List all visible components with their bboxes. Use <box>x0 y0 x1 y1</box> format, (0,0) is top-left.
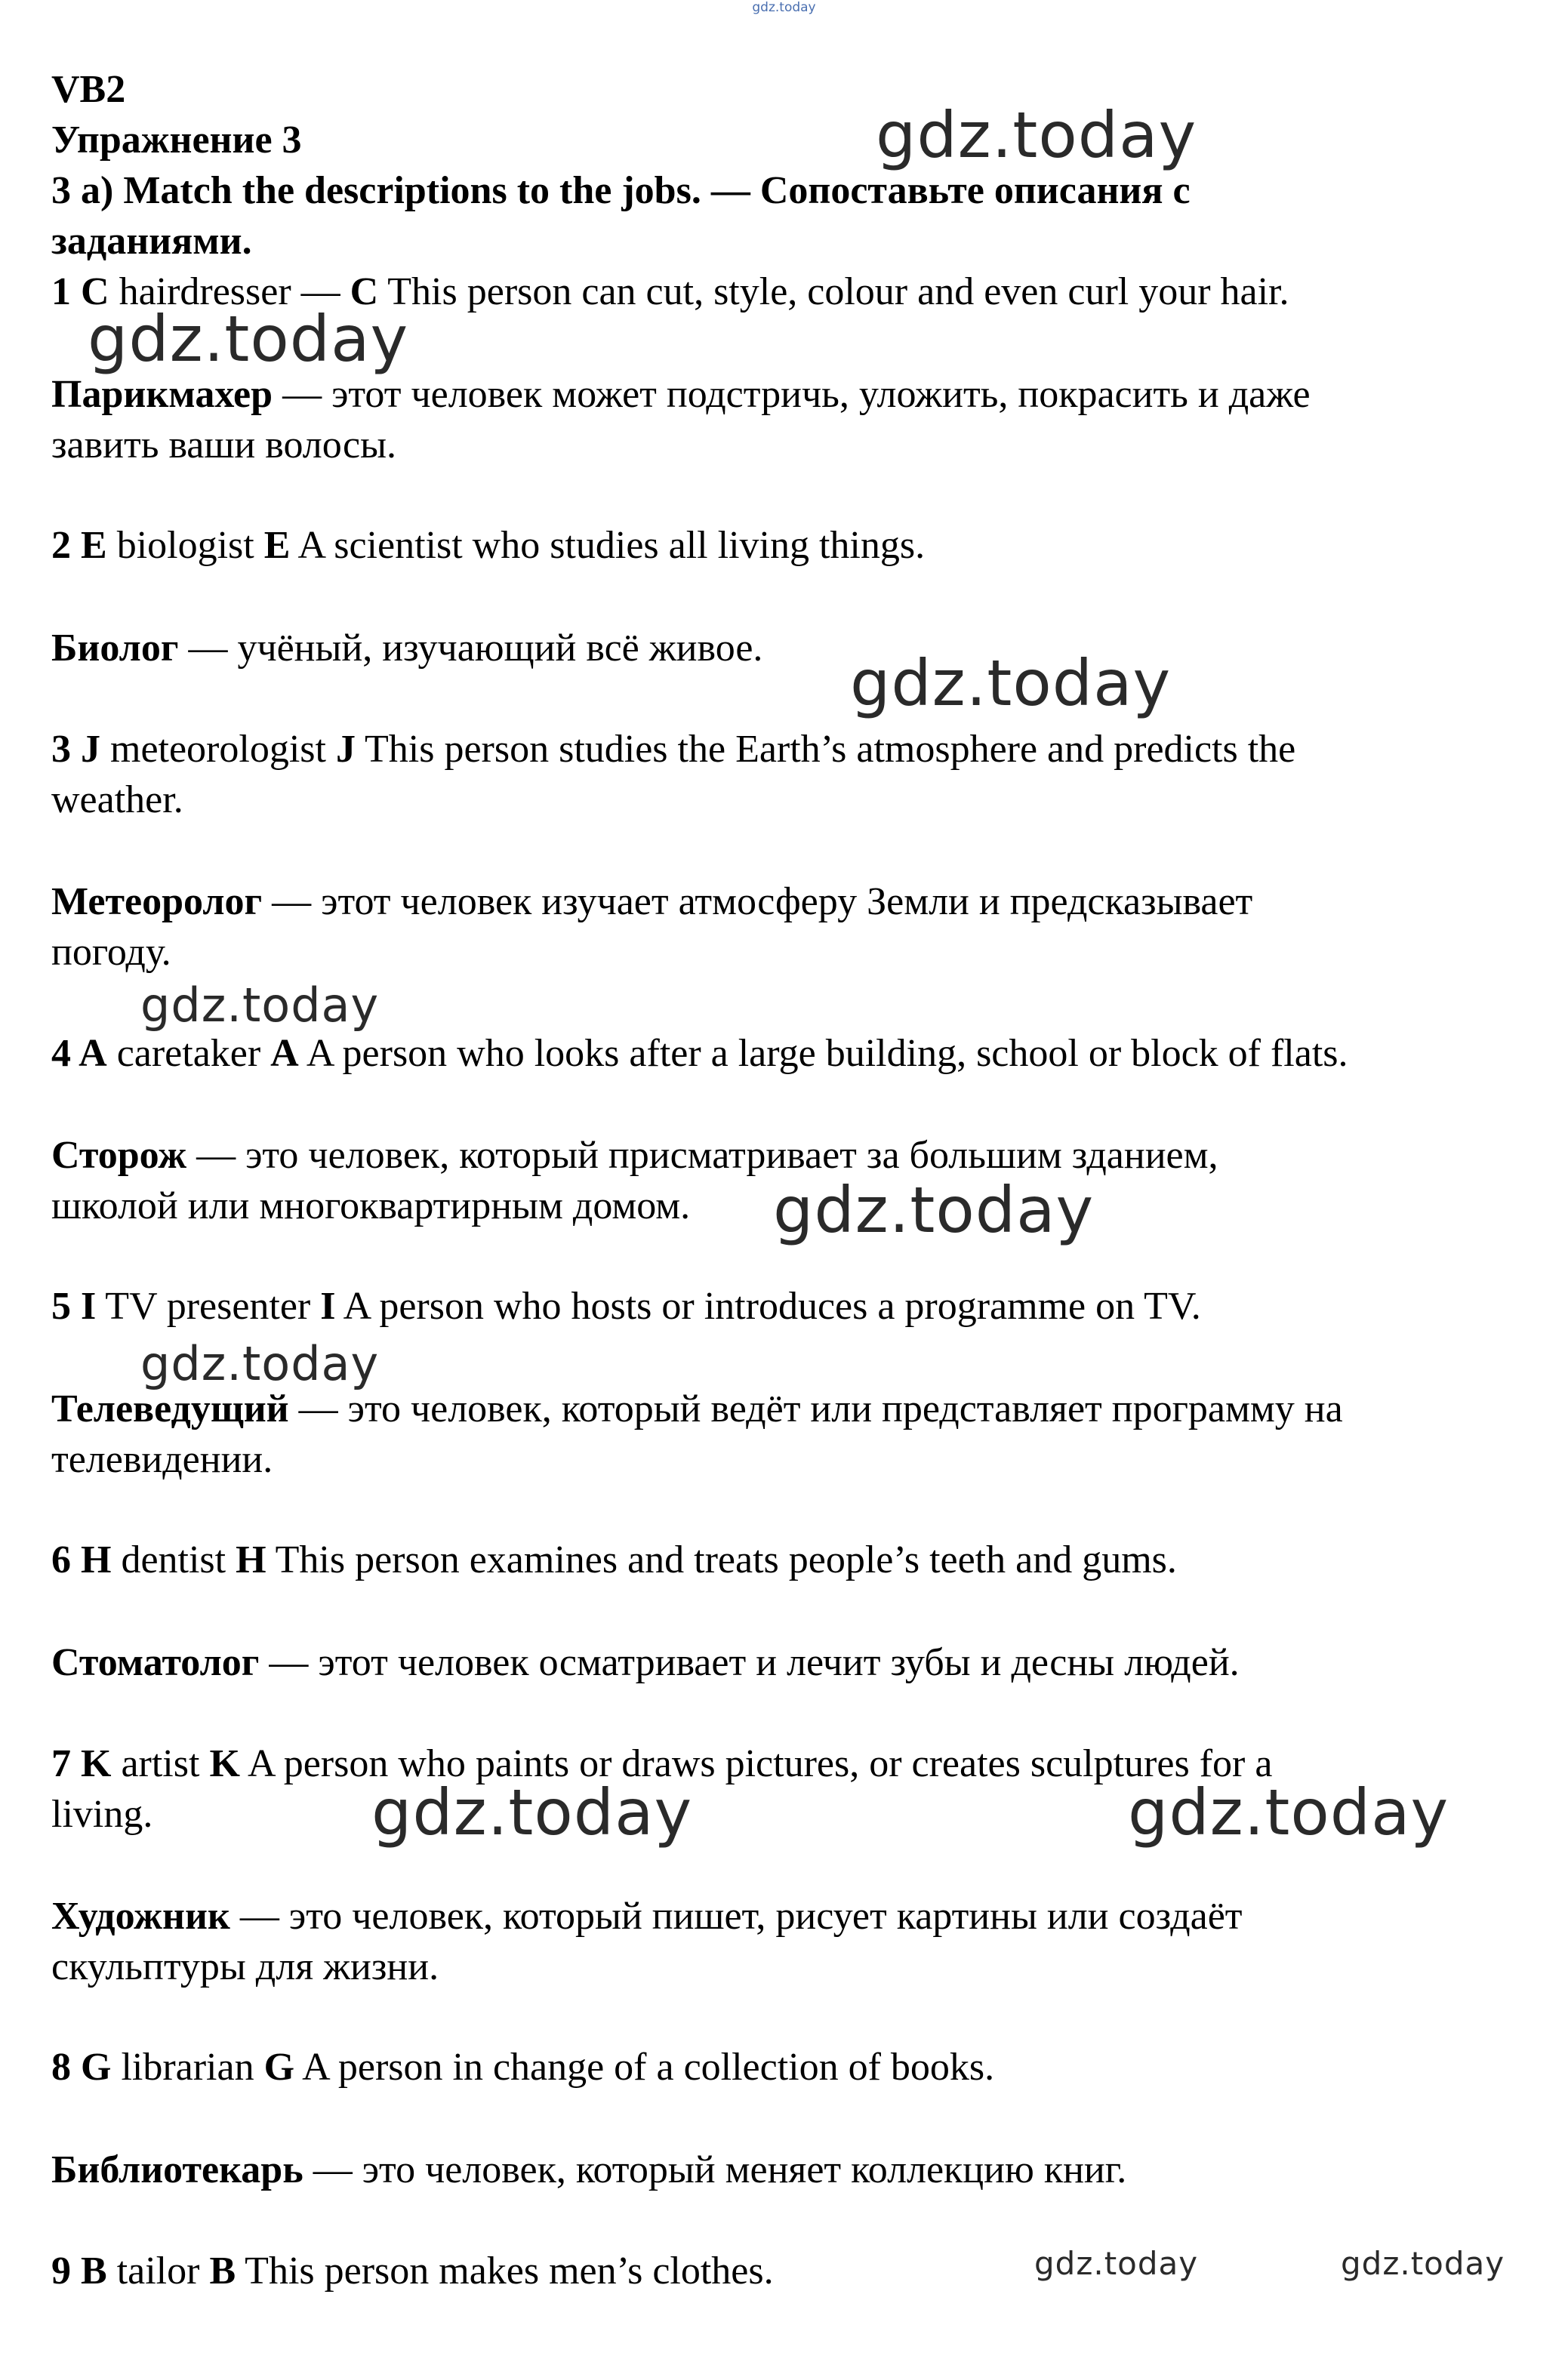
translation-line-8: Библиотекарь — это человек, который меняет коллекцию книг. <box>51 2148 1127 2191</box>
watermark: gdz.today <box>140 1336 380 1391</box>
answer-line-3b: weather. <box>51 778 183 821</box>
watermark: gdz.today <box>1341 2245 1505 2282</box>
exercise-title: Упражнение 3 <box>51 119 302 162</box>
top-watermark: gdz.today <box>752 0 816 15</box>
translation-line-5b: телевидении. <box>51 1438 273 1481</box>
task-instruction-line1: 3 a) Match the descriptions to the jobs. — Сопоставьте описания с <box>51 169 1191 212</box>
watermark: gdz.today <box>773 1173 1095 1247</box>
watermark: gdz.today <box>88 302 409 376</box>
translation-line-5a: Телеведущий — это человек, который ведёт или представляет программу на <box>51 1387 1343 1430</box>
translation-line-2: Биолог — учёный, изучающий всё живое. <box>51 627 763 670</box>
translation-line-3b: погоду. <box>51 931 171 974</box>
translation-line-7b: скульптуры для жизни. <box>51 1945 439 1988</box>
translation-line-4b: школой или многоквартирным домом. <box>51 1184 691 1227</box>
watermark: gdz.today <box>371 1775 693 1849</box>
answer-line-7a: 7 K artist K A person who paints or draws pictures, or creates sculptures for a <box>51 1742 1273 1785</box>
section-code: VB2 <box>51 68 126 111</box>
task-instruction-line2: заданиями. <box>51 220 252 263</box>
answer-line-5: 5 I TV presenter I A person who hosts or introduces a programme on TV. <box>51 1285 1201 1328</box>
translation-line-1a: Парикмахер — этот человек может подстричь, уложить, покрасить и даже <box>51 373 1311 416</box>
answer-line-2: 2 E biologist E A scientist who studies all living things. <box>51 524 926 567</box>
watermark: gdz.today <box>1034 2245 1199 2282</box>
translation-line-1b: завить ваши волосы. <box>51 423 397 467</box>
watermark: gdz.today <box>140 978 380 1033</box>
answer-line-1: 1 C hairdresser — C This person can cut, style, colour and even curl your hair. <box>51 270 1289 313</box>
watermark: gdz.today <box>850 646 1172 720</box>
answer-line-8: 8 G librarian G A person in change of a collection of books. <box>51 2046 995 2089</box>
translation-line-3a: Метеоролог — этот человек изучает атмосферу Земли и предсказывает <box>51 880 1253 923</box>
answer-line-6: 6 H dentist H This person examines and treats people’s teeth and gums. <box>51 1538 1177 1581</box>
answer-line-9: 9 B tailor B This person makes men’s clothes. <box>51 2250 774 2293</box>
answer-line-4: 4 A caretaker A A person who looks after a large building, school or block of flats. <box>51 1032 1348 1075</box>
watermark: gdz.today <box>876 98 1197 172</box>
answer-line-7b: living. <box>51 1793 153 1836</box>
answer-line-3a: 3 J meteorologist J This person studies the Earth’s atmosphere and predicts the <box>51 728 1296 771</box>
translation-line-4a: Сторож — это человек, который присматривает за большим зданием, <box>51 1134 1218 1177</box>
translation-line-7a: Художник — это человек, который пишет, рисует картины или создаёт <box>51 1895 1243 1938</box>
watermark: gdz.today <box>1128 1775 1449 1849</box>
translation-line-6: Стоматолог — этот человек осматривает и лечит зубы и десны людей. <box>51 1641 1240 1684</box>
